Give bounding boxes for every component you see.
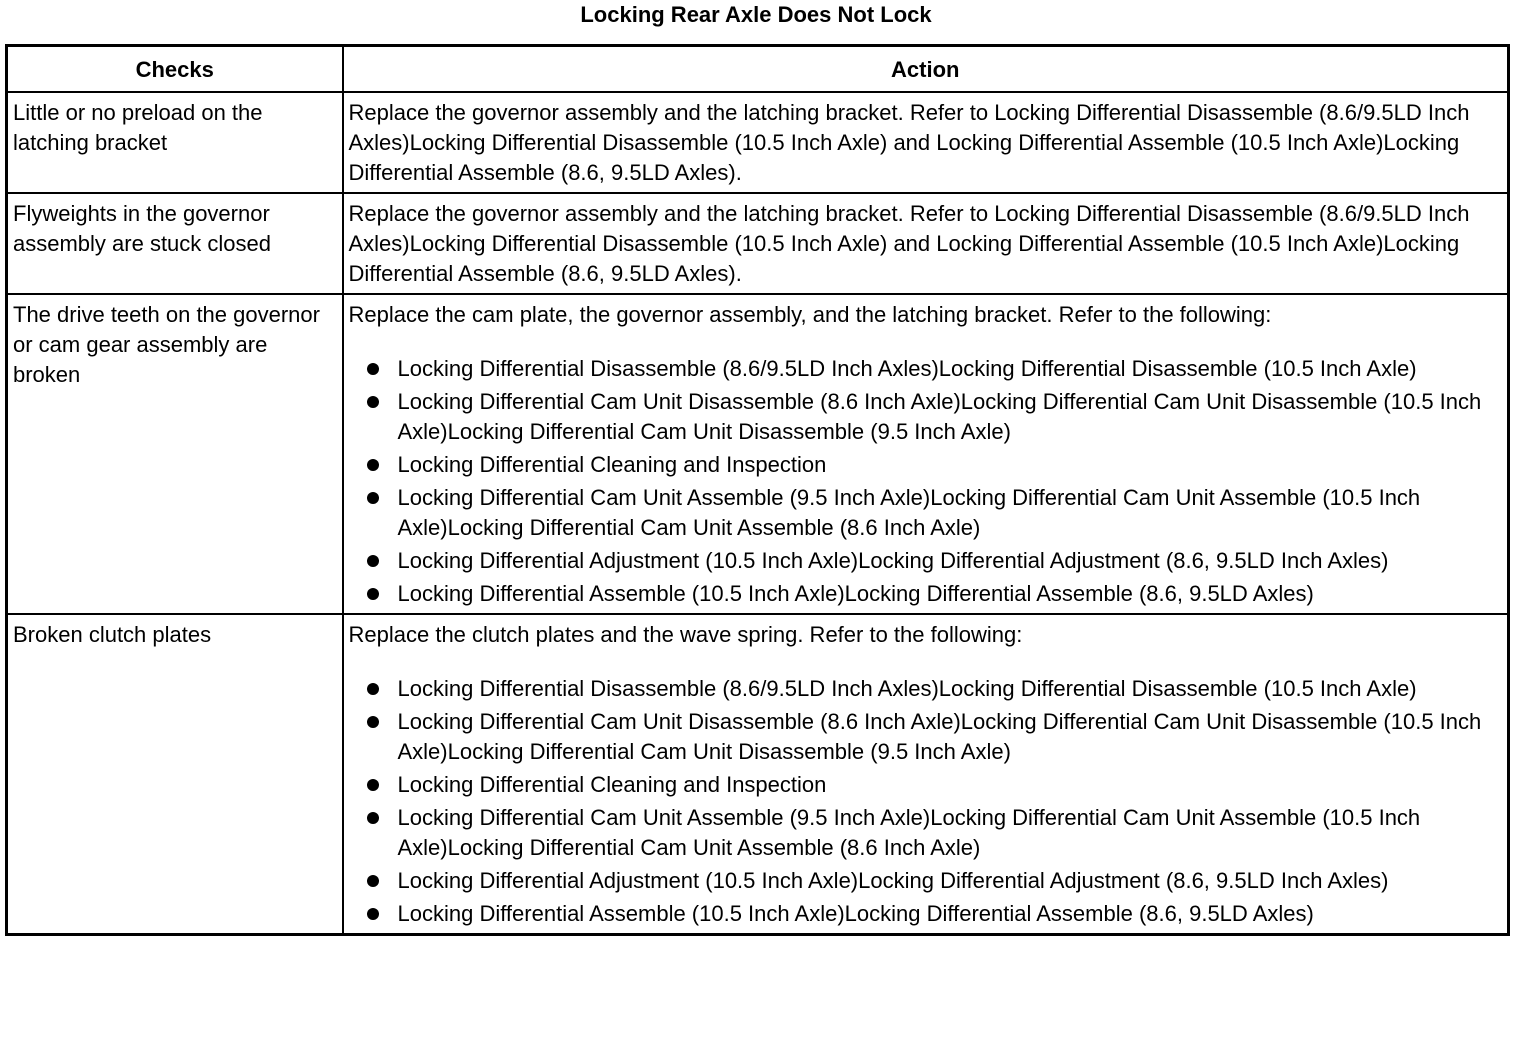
bullet-icon [367, 716, 379, 728]
table-header-row [7, 46, 1509, 93]
action-cell [343, 614, 1509, 935]
page-title: Locking Rear Axle Does Not Lock [580, 2, 932, 27]
list-item [349, 866, 1504, 896]
list-item-text: Locking Differential Adjustment (10.5 Inch Axle)Locking Differential Adjustment (8.6, 9.5LD Inch Axles) [397, 548, 1389, 573]
bullet-icon [367, 363, 379, 375]
list-item-text: Locking Differential Cam Unit Disassemble (8.6 Inch Axle)Locking Differential Cam Unit Disassemble (10.5 Inch Axle)Locking Differential Cam Unit Disassemble (9.5 Inch Axle) [397, 389, 1482, 444]
list-item-text: Locking Differential Cleaning and Inspection [397, 772, 827, 797]
list-item-text: Locking Differential Cam Unit Assemble (9.5 Inch Axle)Locking Differential Cam Unit Assemble (10.5 Inch Axle)Locking Differential Cam Unit Assemble (8.6 Inch Axle) [397, 805, 1421, 860]
list-item [349, 546, 1504, 576]
bullet-icon [367, 875, 379, 887]
table-row [7, 294, 1509, 614]
table-row [7, 614, 1509, 935]
check-cell: The drive teeth on the governor or cam gear assembly are broken [7, 294, 343, 614]
list-item-text: Locking Differential Cam Unit Assemble (9.5 Inch Axle)Locking Differential Cam Unit Assemble (10.5 Inch Axle)Locking Differential Cam Unit Assemble (8.6 Inch Axle) [397, 485, 1421, 540]
list-item [349, 483, 1504, 543]
procedure-list [349, 674, 1504, 929]
list-item-text: Locking Differential Disassemble (8.6/9.5LD Inch Axles)Locking Differential Disassemble (10.5 Inch Axle) [397, 676, 1417, 701]
list-item [349, 450, 1504, 480]
action-cell [343, 92, 1509, 193]
table-row [7, 193, 1509, 294]
table-row [7, 92, 1509, 193]
list-item-text: Locking Differential Adjustment (10.5 Inch Axle)Locking Differential Adjustment (8.6, 9.5LD Inch Axles) [397, 868, 1389, 893]
bullet-icon [367, 396, 379, 408]
bullet-icon [367, 588, 379, 600]
bullet-icon [367, 492, 379, 504]
list-item-text: Locking Differential Assemble (10.5 Inch Axle)Locking Differential Assemble (8.6, 9.5LD Axles) [397, 901, 1314, 926]
list-item [349, 707, 1504, 767]
check-cell: Broken clutch plates [7, 614, 343, 935]
list-item-text: Locking Differential Assemble (10.5 Inch Axle)Locking Differential Assemble (8.6, 9.5LD Axles) [397, 581, 1314, 606]
list-item [349, 899, 1504, 929]
bullet-icon [367, 908, 379, 920]
bullet-icon [367, 555, 379, 567]
action-text: Replace the governor assembly and the latching bracket. Refer to Locking Differential Disassemble (8.6/9.5LD Inch Axles)Locking Differential Disassemble (10.5 Inch Axle) and Locking Differential Assemble (10.5 Inch Axle)Locking Differential Assemble (8.6, 9.5LD Axles). [348, 201, 1470, 286]
list-item [349, 387, 1504, 447]
list-item-text: Locking Differential Cleaning and Inspection [397, 452, 827, 477]
procedure-list [349, 354, 1504, 609]
action-text: Replace the governor assembly and the latching bracket. Refer to Locking Differential Disassemble (8.6/9.5LD Inch Axles)Locking Differential Disassemble (10.5 Inch Axle) and Locking Differential Assemble (10.5 Inch Axle)Locking Differential Assemble (8.6, 9.5LD Axles). [348, 100, 1470, 185]
action-text: Replace the clutch plates and the wave spring. Refer to the following: [348, 622, 1023, 647]
action-cell [343, 294, 1509, 614]
list-item [349, 770, 1504, 800]
bullet-icon [367, 779, 379, 791]
list-item [349, 354, 1504, 384]
list-item [349, 674, 1504, 704]
action-column-header: Action [343, 46, 1509, 93]
bullet-icon [367, 459, 379, 471]
action-text: Replace the cam plate, the governor assembly, and the latching bracket. Refer to the following: [348, 302, 1272, 327]
bullet-icon [367, 812, 379, 824]
list-item [349, 579, 1504, 609]
list-item-text: Locking Differential Disassemble (8.6/9.5LD Inch Axles)Locking Differential Disassemble (10.5 Inch Axle) [397, 356, 1417, 381]
troubleshooting-table [5, 44, 1510, 936]
checks-column-header: Checks [7, 46, 343, 93]
list-item [349, 803, 1504, 863]
bullet-icon [367, 683, 379, 695]
action-cell [343, 193, 1509, 294]
check-cell: Little or no preload on the latching bracket [7, 92, 343, 193]
list-item-text: Locking Differential Cam Unit Disassemble (8.6 Inch Axle)Locking Differential Cam Unit Disassemble (10.5 Inch Axle)Locking Differential Cam Unit Disassemble (9.5 Inch Axle) [397, 709, 1482, 764]
check-cell: Flyweights in the governor assembly are stuck closed [7, 193, 343, 294]
